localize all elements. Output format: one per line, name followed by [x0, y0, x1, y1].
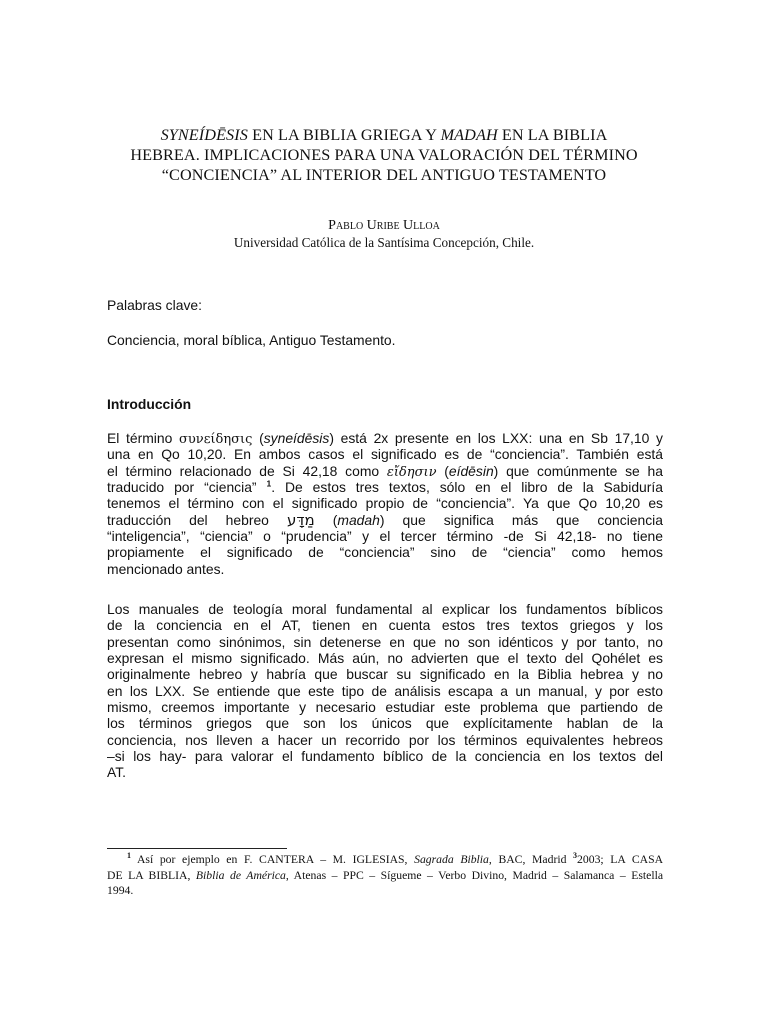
hebrew-term: מַדָּע	[286, 510, 315, 529]
text-run: (	[436, 462, 449, 479]
title-line-3: “CONCIENCIA” AL INTERIOR DEL ANTIGUO TESTAMENTO	[161, 166, 607, 184]
text-run: 2003; LA CASA	[577, 853, 664, 866]
paragraph-line: AT.	[107, 764, 127, 781]
text-run: (	[252, 430, 264, 446]
title-term-madah: MADAH	[440, 126, 498, 144]
title-text: EN LA BIBLIA GRIEGA Y	[247, 126, 441, 144]
text-run: ) que comúnmente se ha	[493, 462, 663, 479]
paragraph-line: Los manuales de teología moral fundamental al explicar los fundamentos bíblicos	[107, 601, 663, 617]
paragraph-line: presentan como sinónimos, sin detenerse en que no son idénticos y por tanto, no	[107, 633, 663, 650]
author-name: Pablo Uribe Ulloa	[328, 218, 440, 233]
author-block	[100, 217, 668, 251]
footnote	[107, 852, 663, 899]
paragraph-line: conciencia, nos lleven a hacer un recorrido por los términos equivalentes hebreos	[107, 731, 663, 748]
section-heading: Introducción	[107, 396, 192, 412]
text-run: . De estos tres textos, sólo en el libro de la Sabiduría	[271, 479, 663, 496]
transliteration: eídēsin	[448, 462, 494, 479]
author-affiliation: Universidad Católica de la Santísima Concepción, Chile.	[233, 235, 535, 250]
transliteration: madah	[337, 511, 380, 528]
text-run: DE LA BIBLIA,	[107, 868, 196, 882]
paragraph-line	[107, 430, 663, 446]
paragraph-line: de la conciencia en el AT, tienen en cuenta estos tres textos griegos y los	[107, 617, 663, 634]
paragraph-line: mismo, creemos importante y necesario estudiar este problema que partiendo de	[107, 699, 663, 716]
text-run: ) está 2x presente en los LXX: una en Sb 17,10 y	[329, 430, 663, 446]
paragraph-2	[107, 601, 663, 781]
text-run: el término relacionado de Si 42,18 como	[107, 462, 387, 479]
paragraph-line: los términos griegos que son los únicos que explícitamente hablan de la	[107, 715, 663, 732]
paragraph-line: propiamente el significado de “conciencia” sino de “ciencia” como hemos	[107, 544, 663, 561]
paragraph-line: en los LXX. Se entiende que este tipo de análisis escapa a un manual, y por esto	[107, 682, 663, 699]
title-term-syneidesis: SYNEÍDĒSIS	[160, 126, 248, 144]
title-line-2: HEBREA. IMPLICACIONES PARA UNA VALORACIÓN DEL TÉRMINO	[130, 146, 638, 164]
text-run: El término	[107, 430, 180, 446]
paragraph-line: tenemos el término con el significado propio de “conciencia”. Ya que Qo 10,20 es	[107, 495, 663, 512]
text-run: traducción del hebreo	[107, 511, 287, 528]
footnote-number: 1	[127, 851, 131, 861]
text-run: ) que significa más que conciencia	[379, 511, 663, 528]
text-run: , BAC, Madrid	[488, 853, 574, 866]
footnote-line	[107, 868, 663, 884]
greek-term: συνείδησις	[179, 432, 253, 447]
paragraph-1	[107, 430, 663, 577]
keywords-label: Palabras clave:	[107, 297, 202, 313]
text-run: , Atenas – PPC – Sígueme – Verbo Divino, Madrid – Salamanca – Estella	[285, 868, 664, 882]
footnote-line: 1994.	[107, 884, 134, 897]
text-run: (	[314, 511, 338, 528]
text-run: traducido por “ciencia”	[107, 479, 267, 496]
paragraph-line	[107, 479, 663, 495]
text-run: Así por ejemplo en F. CANTERA – M. IGLESIAS,	[131, 853, 415, 866]
book-title: Sagrada Biblia	[414, 853, 489, 866]
footnote-reference[interactable]: 1	[266, 478, 272, 489]
greek-term: εἴδησιν	[386, 464, 437, 480]
keywords-text: Conciencia, moral bíblica, Antiguo Testamento.	[107, 332, 396, 348]
title-text: EN LA BIBLIA	[497, 126, 608, 144]
book-title: Biblia de América	[195, 868, 286, 882]
transliteration: syneídēsis	[263, 430, 330, 446]
paragraph-line: originalmente hebreo y habría que buscar su significado en la Biblia hebrea y no	[107, 666, 663, 683]
paragraph-line: mencionado antes.	[107, 560, 225, 577]
edition-superscript: 3	[573, 851, 578, 861]
paragraph-line: expresan el mismo significado. Más aún, no advierten que el texto del Qohélet es	[107, 650, 663, 667]
footnote-divider	[107, 848, 287, 849]
paragraph-line	[107, 463, 663, 479]
paragraph-line: “inteligencia”, “ciencia” o “prudencia” y el tercer término -de Si 42,18- no tiene	[107, 528, 663, 545]
paragraph-line	[107, 512, 663, 528]
footnote-line	[107, 852, 663, 868]
title-line-1	[100, 125, 668, 145]
paragraph-line: –si los hay- para valorar el fundamento bíblico de la conciencia en los textos del	[107, 748, 663, 765]
paper-title	[100, 125, 668, 185]
paragraph-line: una en Qo 10,20. En ambos casos el significado es de “conciencia”. También está	[107, 446, 663, 463]
